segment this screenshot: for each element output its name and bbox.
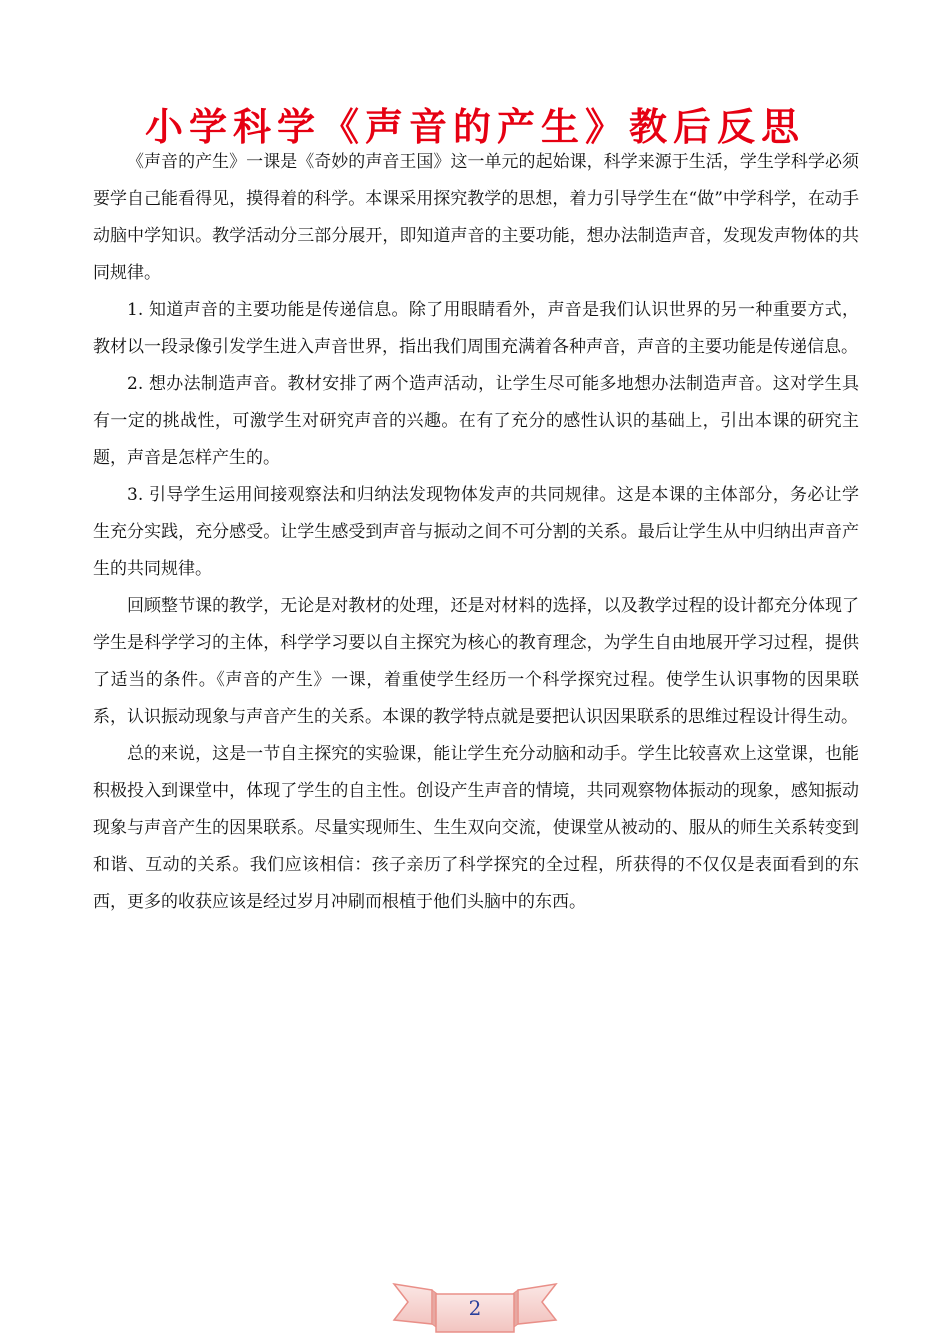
paragraph-review: 回顾整节课的教学，无论是对教材的处理，还是对材料的选择，以及教学过程的设计都充分体现了学生是科学学习的主体，科学学习要以自主探究为核心的教育理念，为学生自由地展开学习过程，提供了适当的条件。《声音的产生》一课，着重使学生经历一个科学探究过程。使学生认识事物的因果联系，认识振动现象与声音产生的关系。本课的教学特点就是要把认识因果联系的思维过程设计得生动。 — [93, 596, 859, 727]
document-title: 小学科学《声音的产生》教后反思 — [144, 105, 805, 149]
paragraph-point-3: 3. 引导学生运用间接观察法和归纳法发现物体发声的共同规律。这是本课的主体部分，务必让学生充分实践，充分感受。让学生感受到声音与振动之间不可分割的关系。最后让学生从中归纳出声音产生的共同规律。 — [93, 485, 859, 579]
document-body — [93, 144, 859, 921]
paragraph-summary: 总的来说，这是一节自主探究的实验课，能让学生充分动脑和动手。学生比较喜欢上这堂课，也能积极投入到课堂中，体现了学生的自主性。创设产生声音的情境，共同观察物体振动的现象，感知振动现象与声音产生的因果联系。尽量实现师生、生生双向交流，使课堂从被动的、服从的师生关系转变到和谐、互动的关系。我们应该相信：孩子亲历了科学探究的全过程，所获得的不仅仅是表面看到的东西，更多的收获应该是经过岁月冲刷而根植于他们头脑中的东西。 — [93, 744, 859, 912]
paragraph-point-1: 1. 知道声音的主要功能是传递信息。除了用眼睛看外，声音是我们认识世界的另一种重要方式，教材以一段录像引发学生进入声音世界，指出我们周围充满着各种声音，声音的主要功能是传递信息。 — [93, 300, 859, 357]
paragraph-intro: 《声音的产生》一课是《奇妙的声音王国》这一单元的起始课，科学来源于生活，学生学科学必须要学自己能看得见，摸得着的科学。本课采用探究教学的思想，着力引导学生在“做”中学科学，在动手动脑中学知识。教学活动分三部分展开，即知道声音的主要功能，想办法制造声音，发现发声物体的共同规律。 — [93, 152, 859, 283]
page-number: 2 — [468, 1296, 482, 1320]
page-footer — [392, 1280, 558, 1336]
paragraph-point-2: 2. 想办法制造声音。教材安排了两个造声活动，让学生尽可能多地想办法制造声音。这对学生具有一定的挑战性，可激学生对研究声音的兴趣。在有了充分的感性认识的基础上，引出本课的研究主题，声音是怎样产生的。 — [93, 374, 859, 468]
